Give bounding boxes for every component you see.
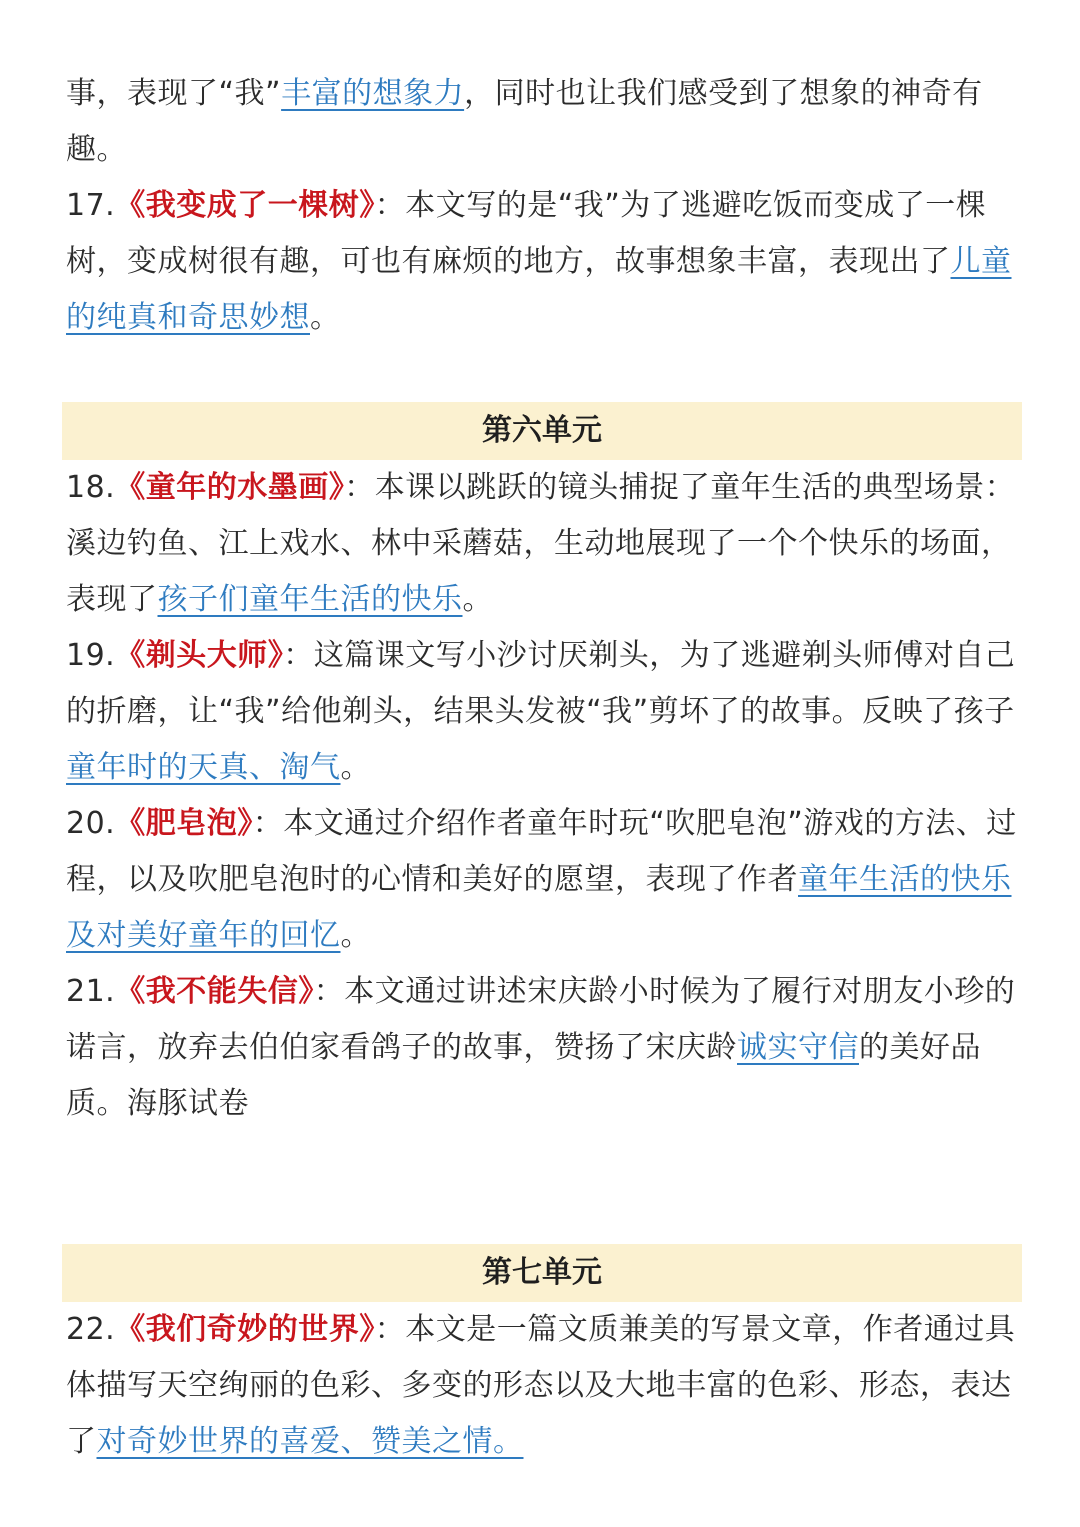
entry-number: 21. [66, 974, 116, 1009]
entry-highlight: 儿童的纯真和奇思妙想 [66, 244, 1012, 335]
entry-text-after: 。 [310, 300, 341, 335]
entry-text-before: ：本文写的是“我”为了逃避吃饭而变成了一棵树，变成树很有趣，可也有麻烦的地方，故事想象丰富，表现出了 [66, 188, 987, 279]
entry-title: 《剃头大师》 [115, 638, 284, 673]
entry-highlight: 诚实守信 [737, 1030, 859, 1065]
entry-text-before: ：这篇课文写小沙讨厌剃头，为了逃避剃头师傅对自己的折磨，让“我”给他剃头，结果头发被“我”剪坏了的故事。反映了孩子 [66, 638, 1016, 729]
entry-text-after: 。 [462, 582, 493, 617]
entry-text-after: 的美好品质。海豚试卷 [66, 1030, 981, 1121]
entry-20 [66, 796, 1018, 964]
section-heading-unit-7: 第七单元 [62, 1244, 1022, 1302]
entry-title: 《我们奇妙的世界》 [115, 1312, 375, 1347]
intro-text-before: 事，表现了“我” [66, 76, 282, 111]
entry-text-after: 。 [340, 750, 371, 785]
entry-number: 17. [66, 188, 116, 223]
intro-paragraph [66, 66, 1018, 178]
document-page [66, 66, 1018, 1470]
entry-22 [66, 1302, 1018, 1470]
intro-highlight: 丰富的想象力 [281, 76, 465, 111]
entry-number: 18. [66, 470, 116, 505]
entry-number: 19. [66, 638, 116, 673]
entry-title: 《我不能失信》 [115, 974, 314, 1009]
section-heading-unit-6: 第六单元 [62, 402, 1022, 460]
entry-highlight: 童年生活的快乐及对美好童年的回忆 [66, 862, 1012, 953]
entry-18 [66, 460, 1018, 628]
intro-text-after: ，同时也让我们感受到了想象的神奇有趣。 [66, 76, 983, 167]
entry-highlight: 孩子们童年生活的快乐 [157, 582, 463, 617]
entry-highlight: 对奇妙世界的喜爱、赞美之情。 [96, 1424, 524, 1459]
entry-number: 22. [66, 1312, 116, 1347]
entry-text-before: ：本文通过介绍作者童年时玩“吹肥皂泡”游戏的方法、过程，以及吹肥皂泡时的心情和美好的愿望，表现了作者 [66, 806, 1017, 897]
entry-text-before: ：本文通过讲述宋庆龄小时候为了履行对朋友小珍的诺言，放弃去伯伯家看鸽子的故事，赞扬了宋庆龄 [66, 974, 1016, 1065]
entry-19 [66, 628, 1018, 796]
entry-title: 《肥皂泡》 [115, 806, 253, 841]
entry-21 [66, 964, 1018, 1132]
entry-17 [66, 178, 1018, 346]
entry-title: 《我变成了一棵树》 [115, 188, 375, 223]
entry-text-before: ：本文是一篇文质兼美的写景文章，作者通过具体描写天空绚丽的色彩、多变的形态以及大地丰富的色彩、形态，表达了 [66, 1312, 1016, 1459]
entry-title: 《童年的水墨画》 [115, 470, 345, 505]
entry-text-before: ：本课以跳跃的镜头捕捉了童年生活的典型场景：溪边钓鱼、江上戏水、林中采蘑菇，生动地展现了一个个快乐的场面，表现了 [66, 470, 1016, 617]
entry-highlight: 童年时的天真、淘气 [66, 750, 341, 785]
entry-number: 20. [66, 806, 116, 841]
entry-text-after: 。 [340, 918, 371, 953]
